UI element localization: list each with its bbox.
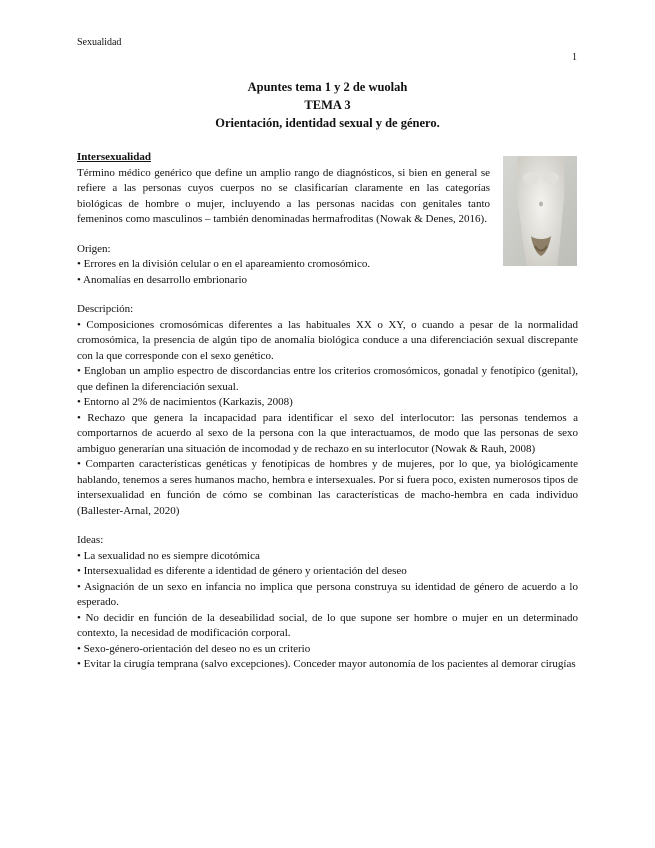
section-title: Intersexualidad [77,151,151,163]
main-content [77,150,578,673]
origen-label: Origen: [77,242,111,255]
page-number: 1 [572,52,577,63]
title-line-1: Apuntes tema 1 y 2 de wuolah [247,80,408,94]
list-item: • No decidir en función de la deseabilidad social, de lo que supone ser hombre o mujer en un determinado contexto, la necesidad de modificación corporal. [77,611,578,639]
title-line-2: TEMA 3 [304,98,351,112]
intro-paragraph: Término médico genérico que define un amplio rango de diagnósticos, si bien en general se refiere a las personas cuyos cuerpos no se clasificarían claramente en las categorías biológicas de hombre o mujer, incluyendo a las personas nacidas con genitales tanto femeninos como masculinos – también denominadas hermafroditas (Nowak & Denes, 2016). [77,166,490,225]
list-item: • Comparten características genéticas y fenotípicas de hombres y de mujeres, por lo que, ya biológicamente hablando, tenemos a seres humanos macho, hembra e intersexuales. Por si fuera poco, existen numerosos tipos de intersexualidad en función de cómo se combinan las características de macho-hembra en cada individuo (Ballester-Arnal, 2020) [77,458,578,517]
list-item: • Evitar la cirugía temprana (salvo excepciones). Conceder mayor autonomía de los pacientes al demorar cirugías [77,658,576,670]
list-item: • Errores en la división celular o en el apareamiento cromosómico. [77,258,371,270]
list-item: • Asignación de un sexo en infancia no implica que persona construya su identidad de género de acuerdo a lo esperado. [77,580,578,608]
list-item: • Engloban un amplio espectro de discordancias entre los criterios cromosómicos, gonadal y fenotípico (genital), que definen la diferenciación sexual. [77,365,578,393]
list-item: • Intersexualidad es diferente a identidad de género y orientación del deseo [77,565,407,577]
ideas-label: Ideas: [77,534,104,546]
list-item: • Rechazo que genera la incapacidad para identificar el sexo del interlocutor: las personas tendemos a comportarnos de acuerdo al sexo de la persona con la que interactuamos, de modo que las personas de sexo ambiguo generarían una situación de incomodad y de rechazo en su interlocutor (Nowak & Rauh, 2008) [77,411,578,455]
descripcion-label: Descripción: [77,303,134,315]
title-line-3: Orientación, identidad sexual y de género. [215,116,440,130]
running-header: Sexualidad [77,37,122,48]
list-item: • Composiciones cromosómicas diferentes a las habituales XX o XY, o cuando a pesar de la normalidad cromosómica, la presencia de algún tipo de anomalía biológica conduce a una diferenciación sexual discrepante con la que corresponde con el sexo genético. [77,318,578,362]
list-item: • Entorno al 2% de nacimientos (Karkazis, 2008) [77,396,293,408]
title-block [77,78,578,132]
list-item: • Anomalías en desarrollo embrionario [77,273,248,286]
list-item: • La sexualidad no es siempre dicotómica [77,549,260,562]
list-item: • Sexo-género-orientación del deseo no es un criterio [77,642,311,655]
